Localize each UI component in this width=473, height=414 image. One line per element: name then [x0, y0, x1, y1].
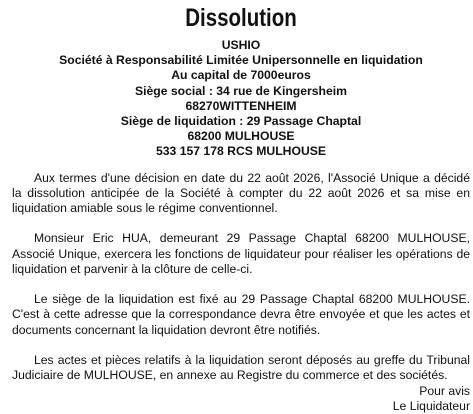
legal-notice: [12, 0, 470, 414]
signature-block: [12, 384, 470, 414]
rcs-number: 533 157 178 RCS MULHOUSE: [155, 144, 327, 159]
paragraph-liquidation-seat: Le siège de la liquidation est fixé au 29 Passage Chaptal 68200 MULHOUSE. C'est à cette adresse que la correspondance devra être envoyée et que les actes et documents concernant la liquidation devront être notifiés.: [12, 292, 470, 337]
notice-body: [12, 171, 470, 384]
registered-office-street: Siège social : 34 rue de Kingersheim: [134, 83, 347, 98]
paragraph-filing: Les actes et pièces relatifs à la liquidation seront déposés au greffe du Tribunal Judiciaire de MULHOUSE, en annexe au Registre du commerce et des sociétés.: [12, 352, 470, 383]
signature-liquidator: Le Liquidateur: [392, 399, 470, 413]
liquidation-seat-city: 68200 MULHOUSE: [187, 129, 295, 144]
company-capital: Au capital de 7000euros: [171, 68, 311, 83]
liquidation-seat-street: Siège de liquidation : 29 Passage Chaptal: [120, 114, 362, 129]
paragraph-decision: Aux termes d'une décision en date du 22 août 2026, l'Associé Unique a décidé la dissolution anticipée de la Société à compter du 22 août 2026 et sa mise en liquidation amiable sous le régime conventionnel.: [12, 170, 470, 216]
company-header: [12, 38, 470, 160]
notice-title: Dissolution: [185, 4, 297, 32]
registered-office-city: 68270WITTENHEIM: [185, 98, 297, 113]
company-name: USHIO: [221, 38, 261, 52]
company-form: Société à Responsabilité Limitée Unipersonnelle en liquidation: [59, 53, 423, 68]
paragraph-liquidator: Monsieur Eric HUA, demeurant 29 Passage Chaptal 68200 MULHOUSE, Associé Unique, exercera les fonctions de liquidateur pour réaliser les opérations de liquidation et parvenir à la clôture de celle-ci.: [12, 231, 470, 277]
signature-pour-avis: Pour avis: [419, 383, 470, 398]
